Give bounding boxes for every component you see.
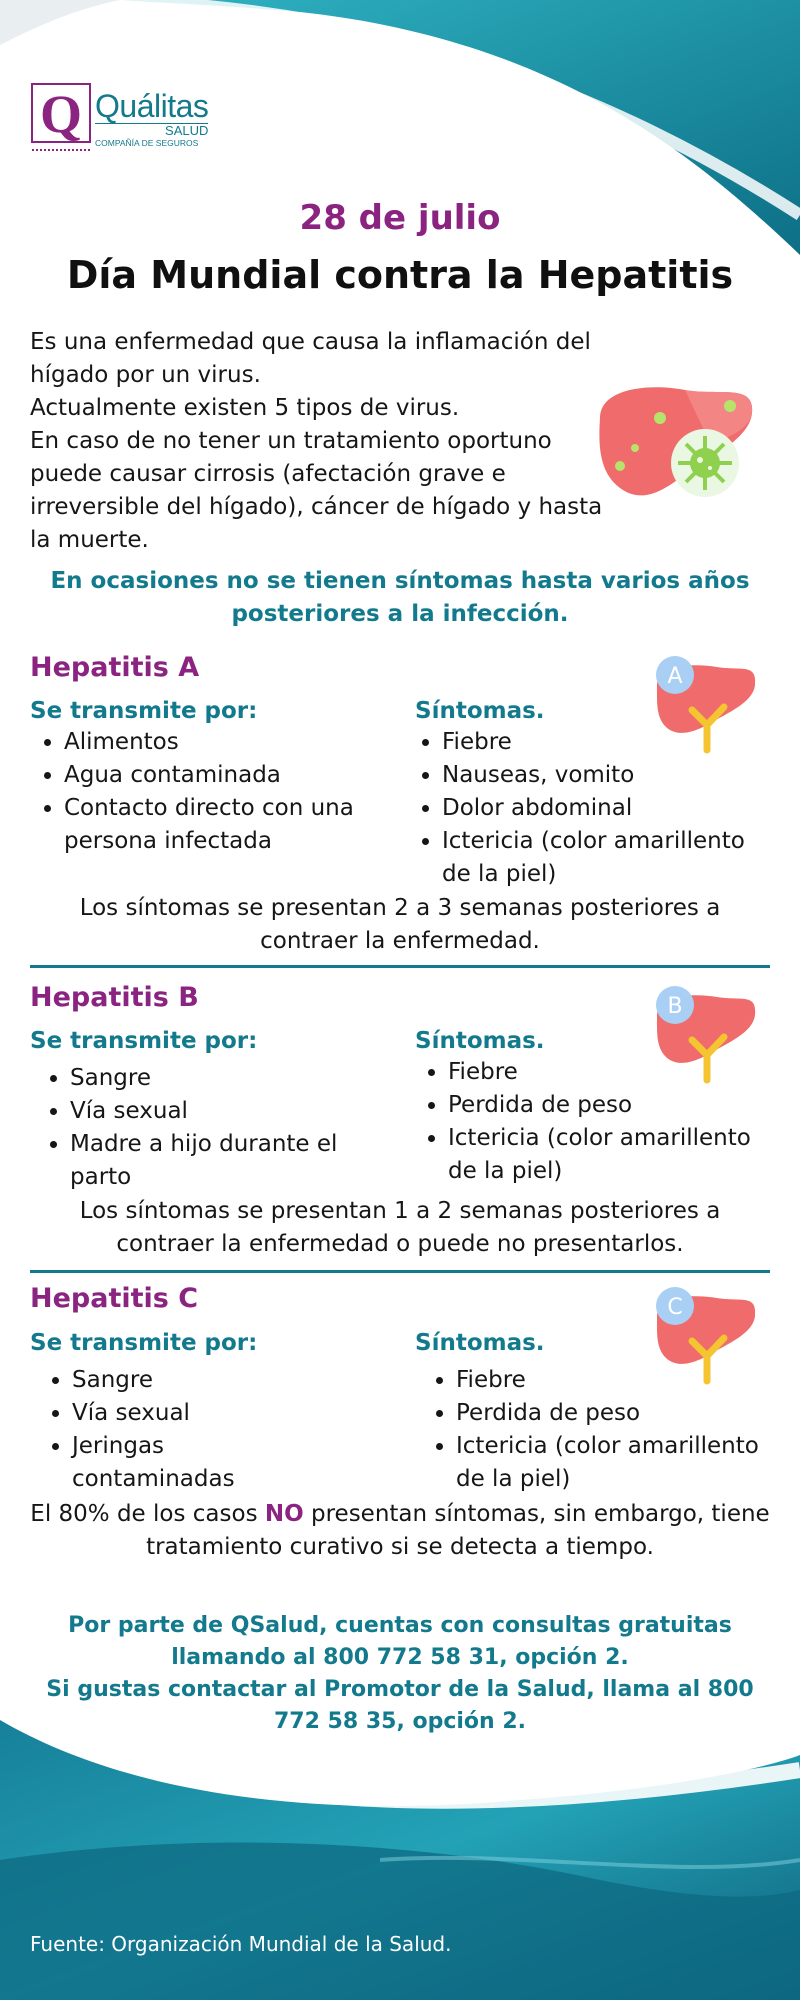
badge-c-letter: C [667,1295,683,1320]
note-text: En ocasiones no se tienen síntomas hasta varios años posteriores a la infección. [50,568,750,627]
badge-b-letter: B [667,994,683,1019]
contact-line: Por parte de QSalud, cuentas con consultas gratuitas llamando al 800 772 58 31, opción 2. [68,1613,732,1670]
list-item: • Perdida de peso [448,1089,778,1122]
page-title: Día Mundial contra la Hepatitis [66,253,734,297]
list-item: • Agua contaminada [64,759,394,792]
divider [30,965,770,968]
logo-letter: Q [39,84,83,144]
intro-line: Es una enfermedad que causa la inflamación del hígado por un virus. [30,329,591,388]
list-item: • Nauseas, vomito [442,759,772,792]
transmission-label-c: Se transmite por: [30,1330,258,1356]
divider [30,1270,770,1273]
list-item: • Contacto directo con una persona infectada [64,792,394,858]
list-item: • Madre a hijo durante el parto [70,1128,370,1194]
date-heading: 28 de julio [299,198,501,238]
source-footer: Fuente: Organización Mundial de la Salud. [30,1932,452,1956]
closing-c [30,1498,770,1564]
list-item: • Vía sexual [70,1095,370,1128]
transmission-list-b [36,1062,370,1194]
list-item: • Jeringas contaminadas [72,1430,312,1496]
contact-line: Si gustas contactar al Promotor de la Salud, llama al 800 772 58 35, opción 2. [46,1677,754,1734]
symptoms-label-b: Síntomas. [415,1028,545,1054]
symptoms-list-a [408,726,772,891]
closing-c-highlight: NO [264,1501,304,1527]
closing-c-pre: El 80% de los casos [30,1501,265,1527]
list-item: • Ictericia (color amarillento de la piel) [456,1430,776,1496]
symptoms-label-c: Síntomas. [415,1330,545,1356]
intro-line: En caso de no tener un tratamiento oportuno puede causar cirrosis (afectación grave e irreversible del hígado), cáncer de hígado y hasta la muerte. [30,428,603,553]
closing-a: Los síntomas se presentan 2 a 3 semanas posteriores a contraer la enfermedad. [79,895,721,954]
list-item: • Ictericia (color amarillento de la piel) [448,1122,778,1188]
hepatitis-b-title: Hepatitis B [30,982,199,1013]
contact-info [40,1610,760,1738]
intro-text [30,326,605,557]
list-item: • Fiebre [442,726,772,759]
closing-c-post: presentan síntomas, sin embargo, tiene tratamiento curativo si se detecta a tiempo. [146,1501,770,1560]
logo-mark [30,82,94,154]
list-item: • Sangre [70,1062,370,1095]
transmission-list-c [38,1364,312,1496]
logo-company: COMPAÑÍA DE SEGUROS [95,138,199,148]
liver-virus-icon [590,378,760,508]
list-item: • Fiebre [456,1364,776,1397]
intro-line: Actualmente existen 5 tipos de virus. [30,395,460,421]
list-item: • Vía sexual [72,1397,312,1430]
symptoms-label-a: Síntomas. [415,698,545,724]
qualitas-logo [30,82,260,157]
list-item: • Sangre [72,1364,312,1397]
badge-a-letter: A [667,664,683,689]
list-item: • Fiebre [448,1056,778,1089]
symptoms-list-c [422,1364,776,1496]
closing-b: Los síntomas se presentan 1 a 2 semanas posteriores a contraer la enfermedad o puede no presentarlos. [79,1198,721,1257]
list-item: • Dolor abdominal [442,792,772,825]
list-item: • Ictericia (color amarillento de la piel) [442,825,772,891]
hepatitis-c-title: Hepatitis C [30,1283,199,1314]
transmission-label-a: Se transmite por: [30,698,258,724]
logo-name: Quálitas [95,88,209,124]
symptoms-list-b [414,1056,778,1188]
hepatitis-a-title: Hepatitis A [30,652,200,683]
logo-salud: SALUD [95,123,208,138]
transmission-label-b: Se transmite por: [30,1028,258,1054]
list-item: • Alimentos [64,726,394,759]
list-item: • Perdida de peso [456,1397,776,1430]
transmission-list-a [30,726,394,858]
